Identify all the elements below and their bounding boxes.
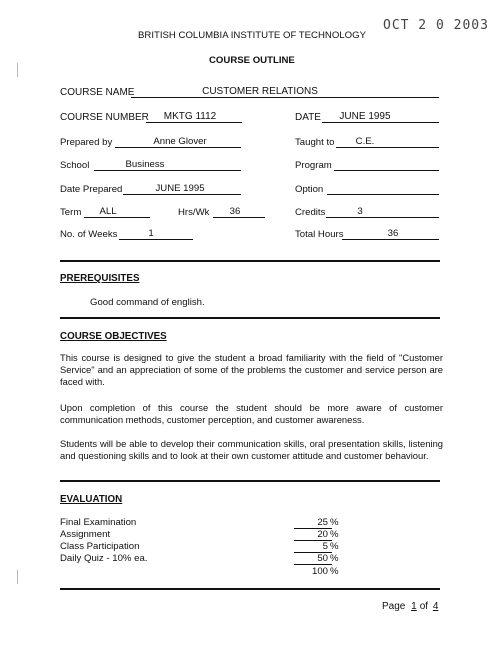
course-name-line [131, 97, 439, 98]
term-value: ALL [99, 206, 117, 217]
evaluation-value: 5 [322, 541, 328, 552]
page-indicator [382, 601, 440, 612]
page-label: Page [382, 601, 406, 612]
evaluation-total-value: 100 [311, 566, 328, 577]
date-prepared-label: Date Prepared [60, 184, 123, 195]
date-label: DATE [295, 112, 321, 123]
credits-label: Credits [295, 207, 326, 218]
date-stamp: OCT 2 0 2003 [383, 18, 489, 33]
evaluation-unit: % [330, 553, 339, 564]
credits-value: 3 [357, 206, 363, 217]
total-hours-line [342, 239, 439, 240]
date-value: JUNE 1995 [339, 111, 391, 122]
section-divider [60, 260, 440, 262]
school-line [94, 170, 241, 171]
total-hours-label: Total Hours [295, 229, 344, 240]
term-label: Term [60, 207, 82, 218]
evaluation-row [60, 553, 360, 565]
course-number-label: COURSE NUMBER [60, 112, 149, 123]
date-prepared-value: JUNE 1995 [155, 183, 205, 194]
page-total: 4 [432, 601, 439, 612]
option-label: Option [295, 184, 324, 195]
evaluation-total-row [60, 566, 360, 578]
evaluation-value: 20 [317, 529, 328, 540]
program-label: Program [295, 160, 332, 171]
course-number-line [146, 122, 242, 123]
institute-name: BRITISH COLUMBIA INSTITUTE OF TECHNOLOGY [138, 30, 366, 41]
course-name-label: COURSE NAME [60, 87, 135, 98]
evaluation-unit: % [330, 529, 339, 540]
hrs-wk-value: 36 [229, 206, 241, 217]
weeks-value: 1 [148, 228, 154, 239]
hrs-wk-line [213, 217, 265, 218]
objectives-heading: COURSE OBJECTIVES [60, 331, 167, 342]
course-name-value: CUSTOMER RELATIONS [202, 86, 318, 97]
section-divider [60, 588, 440, 590]
taught-to-value: C.E. [355, 136, 375, 147]
taught-to-line [336, 147, 439, 148]
date-prepared-line [123, 194, 241, 195]
weeks-label: No. of Weeks [60, 229, 118, 240]
margin-mark [17, 63, 20, 77]
objectives-paragraph: Upon completion of this course the student should be more aware of customer communication methods, customer perception, and customer awareness. [60, 402, 443, 425]
evaluation-unit: % [330, 541, 339, 552]
prerequisites-heading: PREREQUISITES [60, 273, 140, 284]
prerequisites-text: Good command of english. [90, 297, 205, 308]
evaluation-value: 50 [317, 553, 328, 564]
page-of-label: of [419, 601, 429, 612]
objectives-paragraph: Students will be able to develop their communication skills, oral presentation skills, listening and questioning skills and to look at their own customer attitude and customer behaviour. [60, 438, 443, 461]
objectives-paragraph: This course is designed to give the student a broad familiarity with the field of "Customer Service" and an appreciation of some of the problems the customer and service person are faced with. [60, 352, 443, 387]
prepared-by-value: Anne Glover [153, 136, 207, 147]
taught-to-label: Taught to [295, 137, 335, 148]
option-line [327, 194, 439, 195]
prepared-by-line [115, 147, 241, 148]
school-label: School [60, 160, 90, 171]
program-line [334, 170, 439, 171]
prepared-by-label: Prepared by [60, 137, 113, 148]
evaluation-value: 25 [317, 517, 328, 528]
evaluation-heading: EVALUATION [60, 494, 123, 505]
evaluation-label: Daily Quiz - 10% ea. [60, 553, 148, 564]
evaluation-row [60, 529, 360, 541]
document-title: COURSE OUTLINE [209, 55, 295, 66]
school-value: Business [125, 159, 165, 170]
evaluation-label: Final Examination [60, 517, 137, 528]
evaluation-unit: % [330, 517, 339, 528]
evaluation-line [294, 564, 332, 565]
evaluation-label: Class Participation [60, 541, 140, 552]
page-number: 1 [411, 601, 417, 612]
hrs-wk-label: Hrs/Wk [178, 207, 210, 218]
credits-line [326, 217, 439, 218]
section-divider [60, 317, 440, 319]
evaluation-row [60, 541, 360, 553]
section-divider [60, 480, 440, 482]
total-hours-value: 36 [387, 228, 399, 239]
evaluation-row [60, 517, 360, 529]
date-line [322, 122, 439, 123]
evaluation-label: Assignment [60, 529, 111, 540]
evaluation-total-unit: % [330, 566, 339, 577]
margin-mark [17, 570, 20, 584]
weeks-line [119, 239, 193, 240]
term-line [84, 217, 150, 218]
course-number-value: MKTG 1112 [163, 111, 217, 122]
